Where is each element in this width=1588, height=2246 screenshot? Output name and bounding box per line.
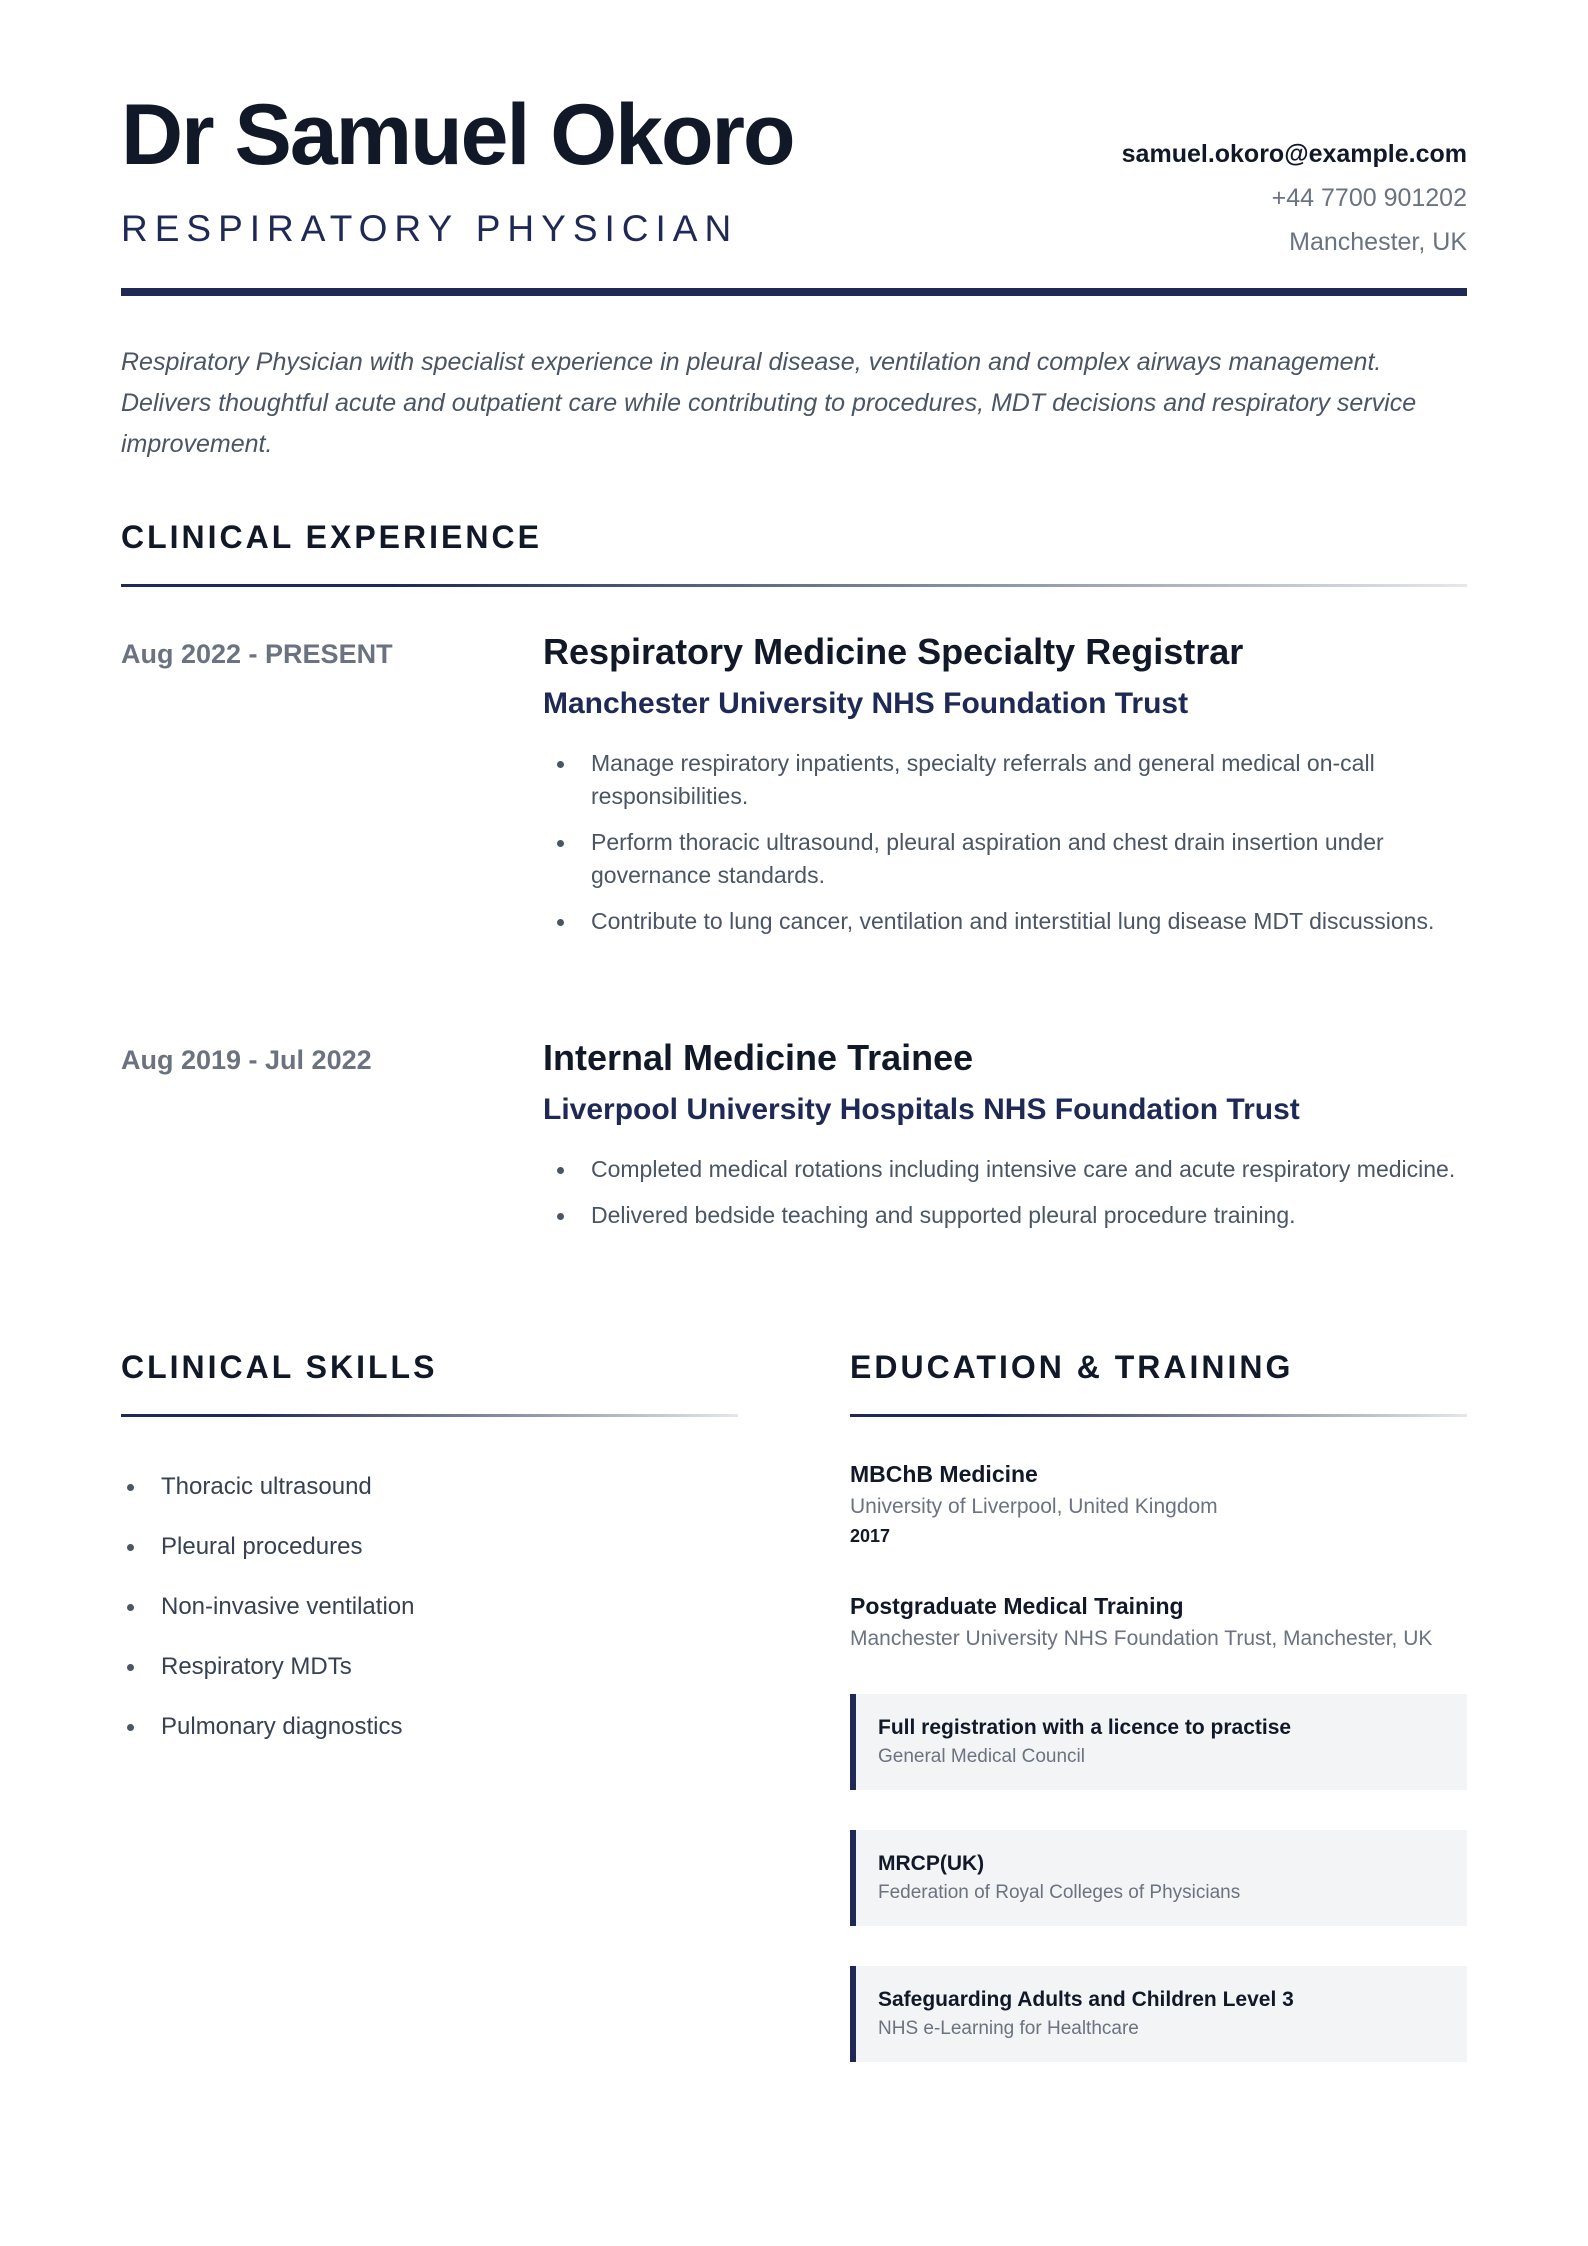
section-title-experience: CLINICAL EXPERIENCE (121, 519, 542, 555)
list-item: Delivered bedside teaching and supported pleural procedure training. (543, 1199, 1467, 1232)
institution: Manchester University NHS Foundation Trust, Manchester, UK (850, 1627, 1433, 1650)
list-item: Pulmonary diagnostics (121, 1697, 738, 1757)
location: Manchester, UK (1289, 228, 1467, 256)
degree-title: MBChB Medicine (850, 1461, 1038, 1487)
certification-issuer: Federation of Royal Colleges of Physicians (878, 1882, 1241, 1903)
job-entry (121, 1037, 1467, 1245)
job-dates: Aug 2022 - PRESENT (121, 639, 393, 669)
list-item: Manage respiratory inpatients, specialty referrals and general medical on-call responsibilities. (543, 747, 1467, 813)
job-bullets (543, 747, 1467, 938)
section-title-education: EDUCATION & TRAINING (850, 1349, 1294, 1385)
list-item: Completed medical rotations including intensive care and acute respiratory medicine. (543, 1153, 1467, 1186)
certification-card (850, 1966, 1467, 2062)
section-divider (121, 584, 1467, 587)
section-divider (850, 1414, 1467, 1417)
list-item: Contribute to lung cancer, ventilation and interstitial lung disease MDT discussions. (543, 905, 1467, 938)
skills-list (121, 1457, 738, 1757)
list-item: Respiratory MDTs (121, 1637, 738, 1697)
certification-title: Full registration with a licence to practise (878, 1716, 1292, 1739)
list-item: Pleural procedures (121, 1517, 738, 1577)
degree-title: Postgraduate Medical Training (850, 1593, 1184, 1619)
job-role: Internal Medicine Trainee (543, 1037, 974, 1078)
profile-summary: Respiratory Physician with specialist experience in pleural disease, ventilation and complex airways management. Delivers thoughtful acute and outpatient care while contributing to procedures, MDT decisions and respiratory service improvement. (121, 348, 1417, 458)
section-divider (121, 1414, 738, 1417)
list-item: Thoracic ultrasound (121, 1457, 738, 1517)
job-role: Respiratory Medicine Specialty Registrar (543, 631, 1244, 672)
two-column-section (121, 1349, 1467, 2062)
education-entry (850, 1461, 1467, 1547)
resume-header (121, 0, 1467, 296)
skills-column (121, 1349, 738, 2062)
contact-info (1122, 132, 1467, 264)
education-column (850, 1349, 1467, 2062)
institution: University of Liverpool, United Kingdom (850, 1495, 1218, 1518)
job-organisation: Liverpool University Hospitals NHS Foundation Trust (543, 1093, 1300, 1126)
list-item: Perform thoracic ultrasound, pleural aspiration and chest drain insertion under governance standards. (543, 826, 1467, 892)
certification-card (850, 1830, 1467, 1926)
job-title: RESPIRATORY PHYSICIAN (121, 208, 739, 249)
candidate-name: Dr Samuel Okoro (121, 87, 794, 183)
certification-issuer: NHS e-Learning for Healthcare (878, 2018, 1139, 2039)
section-title-skills: CLINICAL SKILLS (121, 1349, 438, 1385)
phone-number: +44 7700 901202 (1271, 184, 1467, 212)
job-entry (121, 631, 1467, 951)
job-dates: Aug 2019 - Jul 2022 (121, 1045, 372, 1075)
education-entry (850, 1593, 1467, 1654)
header-divider (121, 288, 1467, 296)
list-item: Non-invasive ventilation (121, 1577, 738, 1637)
certification-title: MRCP(UK) (878, 1852, 985, 1875)
job-organisation: Manchester University NHS Foundation Trust (543, 687, 1189, 720)
job-bullets (543, 1153, 1467, 1232)
experience-section (121, 519, 1467, 1245)
email-link[interactable]: samuel.okoro@example.com (1121, 140, 1467, 168)
graduation-year: 2017 (850, 1526, 891, 1546)
certification-title: Safeguarding Adults and Children Level 3 (878, 1988, 1294, 2011)
certification-issuer: General Medical Council (878, 1746, 1085, 1767)
certification-card (850, 1694, 1467, 1790)
